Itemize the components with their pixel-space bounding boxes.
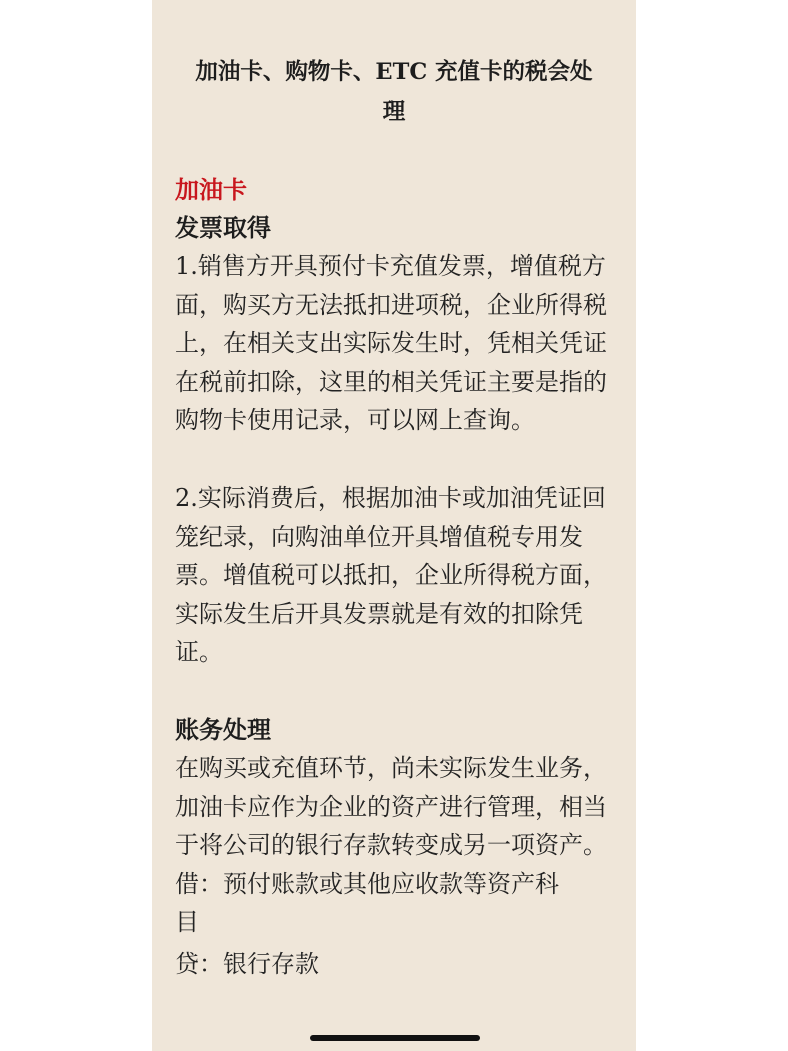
title-line-2: 理 xyxy=(382,99,406,125)
heading-accounting: 账务处理 xyxy=(175,716,271,744)
document-page xyxy=(152,0,636,1051)
text-line: 在税前扣除，这里的相关凭证主要是指的 xyxy=(175,367,607,396)
home-indicator[interactable] xyxy=(310,1035,480,1041)
text-line: 面，购买方无法抵扣进项税，企业所得税 xyxy=(175,290,607,319)
text-line: 贷：银行存款 xyxy=(175,950,319,978)
text-line: 笼纪录，向购油单位开具增值税专用发 xyxy=(175,522,583,551)
paragraph-credit-entry xyxy=(175,945,620,984)
text-line: 证。 xyxy=(175,638,223,666)
text-line: 加油卡应作为企业的资产进行管理，相当 xyxy=(175,792,607,821)
text-line: 借：预付账款或其他应收款等资产科 xyxy=(175,869,559,898)
text-line: 于将公司的银行存款转变成另一项资产。 xyxy=(175,831,607,859)
title-line-1: 加油卡、购物卡、ETC 充值卡的税会处 xyxy=(195,59,593,85)
page-title xyxy=(170,52,618,132)
text-line: 上，在相关支出实际发生时，凭相关凭证 xyxy=(175,329,607,357)
paragraph-invoice-2 xyxy=(175,479,620,672)
heading-invoice: 发票取得 xyxy=(175,214,271,242)
section-label-fuel-card: 加油卡 xyxy=(175,176,247,204)
text-line: 票。增值税可以抵扣，企业所得税方面， xyxy=(175,561,607,589)
text-line: 购物卡使用记录，可以网上查询。 xyxy=(175,406,535,434)
text-line: 实际发生后开具发票就是有效的扣除凭 xyxy=(175,599,583,628)
text-line: 在购买或充值环节，尚未实际发生业务， xyxy=(175,754,607,782)
paragraph-invoice-1 xyxy=(175,247,620,440)
paragraph-accounting-1 xyxy=(175,749,620,942)
text-line: 1.销售方开具预付卡充值发票，增值税方 xyxy=(175,252,606,280)
text-line: 目 xyxy=(175,908,199,936)
text-line: 2.实际消费后，根据加油卡或加油凭证回 xyxy=(175,484,606,512)
